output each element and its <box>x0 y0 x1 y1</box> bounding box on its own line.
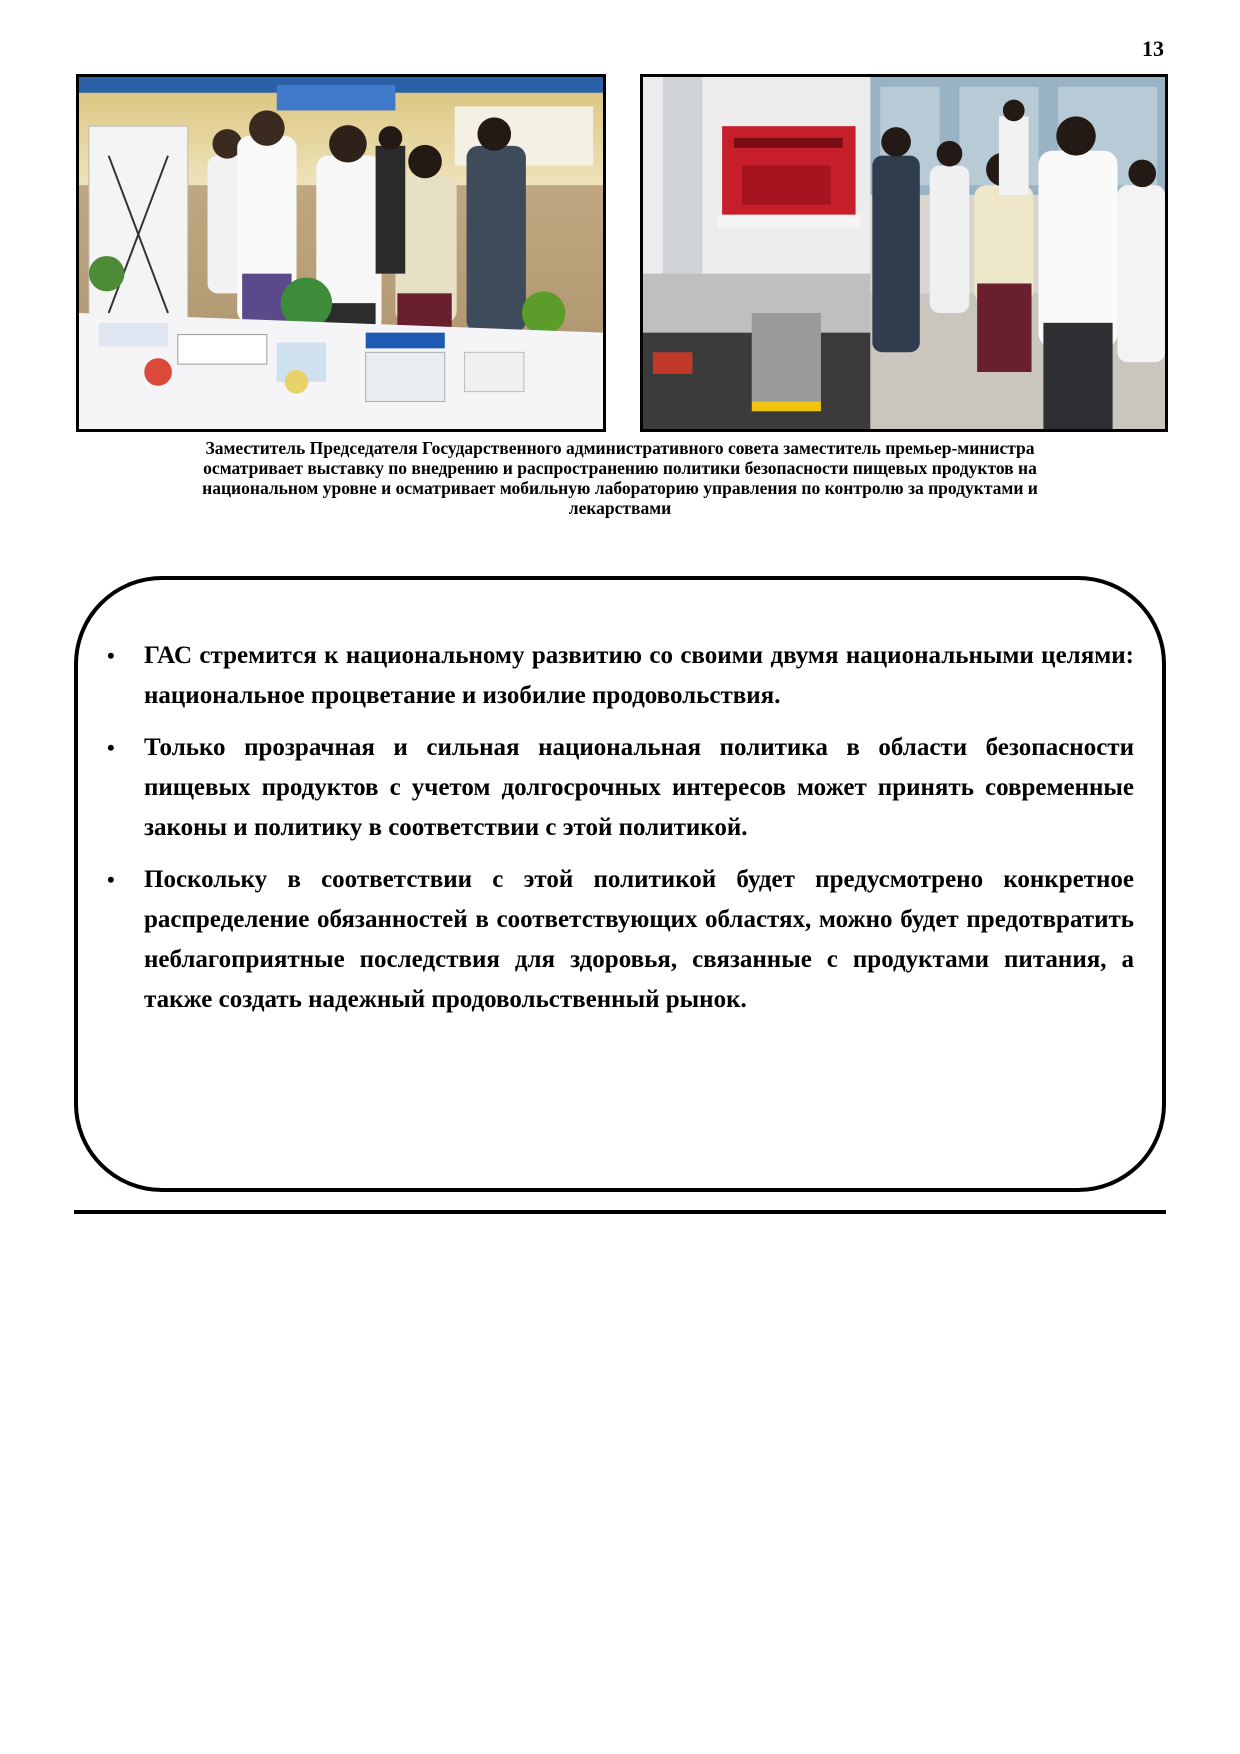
photo-caption <box>110 438 1130 518</box>
exhibition-photo <box>76 74 606 432</box>
bullet-text: Только прозрачная и сильная национальная политика в области безопасности пищевых продуктов с учетом долгосрочных интересов может принять современные законы и политику в соответствии с этой политикой. <box>144 734 1134 841</box>
page-number: 13 <box>1142 36 1164 61</box>
bullet-icon: • <box>107 643 115 668</box>
bullet-list <box>107 636 1134 1032</box>
bullet-icon: • <box>107 867 115 892</box>
caption-line: осматривает выставку по внедрению и распространению политики безопасности пищевых продуктов на <box>203 458 1037 478</box>
caption-line: лекарствами <box>568 498 672 518</box>
caption-line: Заместитель Председателя Государственного административного совета заместитель премьер-министра <box>205 438 1035 458</box>
list-item <box>107 860 1134 1020</box>
list-item <box>107 728 1134 848</box>
bullet-icon: • <box>107 735 115 760</box>
mobile-lab-photo-icon <box>643 77 1165 429</box>
bullet-text: Поскольку в соответствии с этой политикой будет предусмотрено конкретное распределение обязанностей в соответствующих областях, можно будет предотвратить неблагоприятные последствия для здоровья, связанные с продуктами питания, а также создать надежный продовольственный рынок. <box>144 866 1134 1013</box>
exhibition-photo-icon <box>79 77 603 429</box>
caption-line: национальном уровне и осматривает мобильную лабораторию управления по контролю за продуктами и <box>202 478 1038 498</box>
list-item <box>107 636 1134 716</box>
bullet-text: ГАС стремится к национальному развитию со своими двумя национальными целями: национальное процветание и изобилие продовольствия. <box>144 642 1134 709</box>
horizontal-rule <box>74 1210 1166 1214</box>
mobile-lab-photo <box>640 74 1168 432</box>
